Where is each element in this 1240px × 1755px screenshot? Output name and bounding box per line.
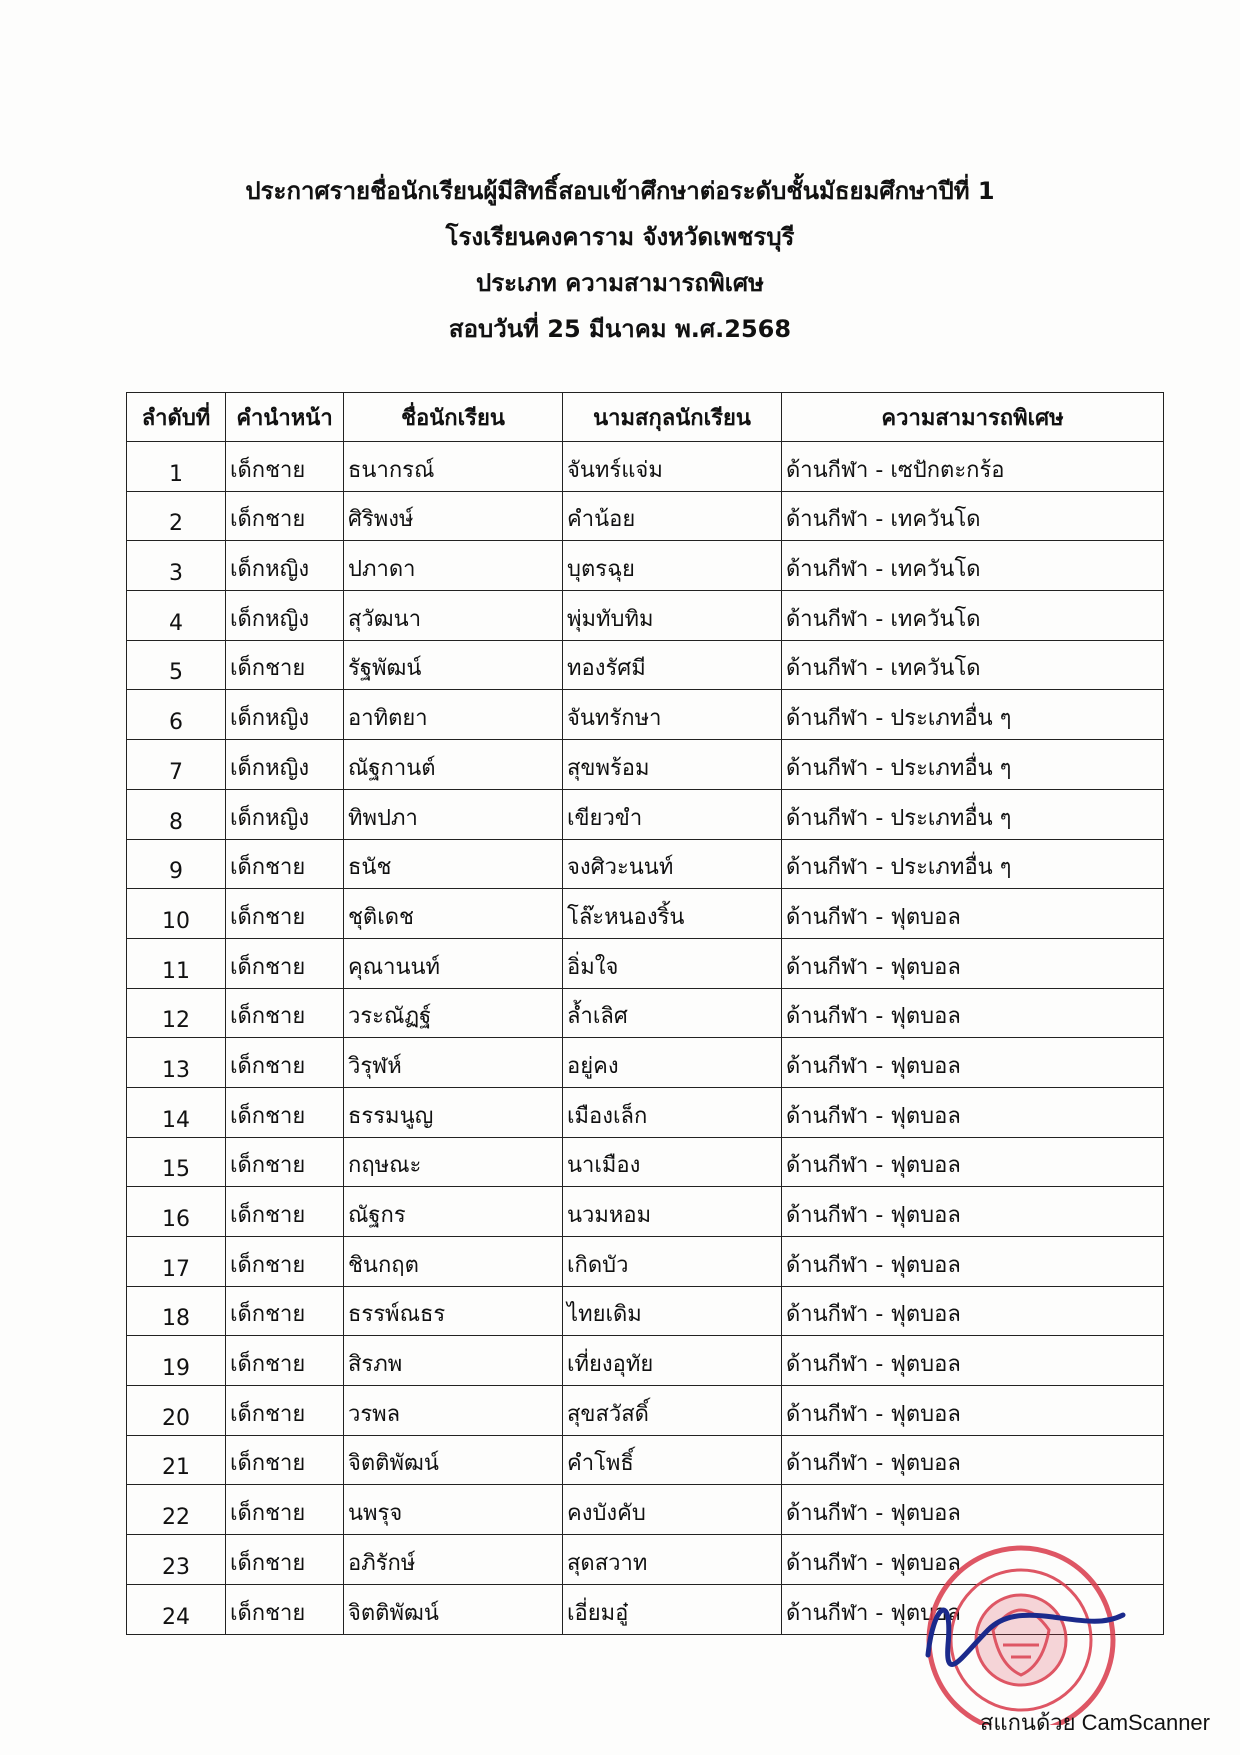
cell-first-name: ธนากรณ์ <box>344 442 563 492</box>
cell-talent: ด้านกีฬา - ฟุตบอล <box>782 1435 1164 1485</box>
cell-prefix: เด็กชาย <box>226 640 344 690</box>
cell-first-name: ธรรมนูญ <box>344 1087 563 1137</box>
cell-last-name: โล๊ะหนองริ้น <box>563 889 782 939</box>
cell-talent: ด้านกีฬา - ประเภทอื่น ๆ <box>782 839 1164 889</box>
cell-talent: ด้านกีฬา - ฟุตบอล <box>782 1286 1164 1336</box>
table-row <box>127 988 1164 1038</box>
table-row <box>127 789 1164 839</box>
table-row <box>127 839 1164 889</box>
cell-last-name: จันทรักษา <box>563 690 782 740</box>
cell-last-name: คงบังคับ <box>563 1485 782 1535</box>
category-line: ประเภท ความสามารถพิเศษ <box>476 269 764 297</box>
table-row <box>127 889 1164 939</box>
cell-first-name: ชินกฤต <box>344 1237 563 1287</box>
school-name: โรงเรียนคงคาราม จังหวัดเพชรบุรี <box>445 223 795 251</box>
cell-prefix: เด็กชาย <box>226 1485 344 1535</box>
cell-last-name: ทองรัศมี <box>563 640 782 690</box>
table-row <box>127 1286 1164 1336</box>
cell-prefix: เด็กชาย <box>226 442 344 492</box>
announcement-title: ประกาศรายชื่อนักเรียนผู้มีสิทธิ์สอบเข้าศึกษาต่อระดับชั้นมัธยมศึกษาปีที่ 1 <box>245 177 995 205</box>
cell-talent: ด้านกีฬา - ฟุตบอล <box>782 1087 1164 1137</box>
cell-last-name: คำโพธิ์ <box>563 1435 782 1485</box>
cell-talent: ด้านกีฬา - เทควันโด <box>782 591 1164 641</box>
cell-no: 17 <box>127 1237 226 1287</box>
cell-last-name: นวมหอม <box>563 1187 782 1237</box>
col-header-talent: ความสามารถพิเศษ <box>782 393 1164 442</box>
cell-talent: ด้านกีฬา - ฟุตบอล <box>782 938 1164 988</box>
cell-first-name: ธรรพ์ณธร <box>344 1286 563 1336</box>
cell-last-name: เกิดบัว <box>563 1237 782 1287</box>
cell-prefix: เด็กชาย <box>226 938 344 988</box>
cell-prefix: เด็กชาย <box>226 988 344 1038</box>
student-table <box>126 392 1164 1635</box>
school-seal-stamp <box>893 1535 1133 1725</box>
table-row <box>127 1038 1164 1088</box>
cell-first-name: ศิริพงษ์ <box>344 491 563 541</box>
cell-talent: ด้านกีฬา - ฟุตบอล <box>782 1187 1164 1237</box>
cell-last-name: จันทร์แจ่ม <box>563 442 782 492</box>
cell-last-name: พุ่มทับทิม <box>563 591 782 641</box>
cell-prefix: เด็กชาย <box>226 1584 344 1634</box>
cell-talent: ด้านกีฬา - เทควันโด <box>782 541 1164 591</box>
cell-no: 12 <box>127 988 226 1038</box>
table-row <box>127 690 1164 740</box>
cell-prefix: เด็กชาย <box>226 1087 344 1137</box>
table-row <box>127 740 1164 790</box>
cell-first-name: ณัฐกร <box>344 1187 563 1237</box>
cell-first-name: สุวัฒนา <box>344 591 563 641</box>
cell-last-name: อยู่คง <box>563 1038 782 1088</box>
cell-no: 11 <box>127 938 226 988</box>
cell-talent: ด้านกีฬา - ฟุตบอล <box>782 889 1164 939</box>
cell-talent: ด้านกีฬา - ประเภทอื่น ๆ <box>782 690 1164 740</box>
cell-last-name: นาเมือง <box>563 1137 782 1187</box>
cell-first-name: วระณัฏฐ์ <box>344 988 563 1038</box>
cell-prefix: เด็กหญิง <box>226 690 344 740</box>
cell-prefix: เด็กหญิง <box>226 740 344 790</box>
cell-no: 8 <box>127 789 226 839</box>
cell-first-name: จิตติพัฒน์ <box>344 1435 563 1485</box>
cell-talent: ด้านกีฬา - ฟุตบอล <box>782 1237 1164 1287</box>
cell-last-name: เมืองเล็ก <box>563 1087 782 1137</box>
cell-no: 1 <box>127 442 226 492</box>
table-row <box>127 1187 1164 1237</box>
table-row <box>127 1137 1164 1187</box>
cell-prefix: เด็กชาย <box>226 839 344 889</box>
cell-talent: ด้านกีฬา - ฟุตบอล <box>782 988 1164 1038</box>
cell-talent: ด้านกีฬา - ฟุตบอล <box>782 1584 1164 1634</box>
cell-first-name: กฤษณะ <box>344 1137 563 1187</box>
cell-prefix: เด็กชาย <box>226 1336 344 1386</box>
cell-no: 20 <box>127 1386 226 1436</box>
cell-no: 22 <box>127 1485 226 1535</box>
cell-last-name: สุดสวาท <box>563 1535 782 1585</box>
table-row <box>127 938 1164 988</box>
cell-first-name: จิตติพัฒน์ <box>344 1584 563 1634</box>
cell-prefix: เด็กชาย <box>226 1286 344 1336</box>
cell-first-name: วิรุฬห์ <box>344 1038 563 1088</box>
seal-icon <box>929 1548 1113 1725</box>
cell-no: 16 <box>127 1187 226 1237</box>
cell-last-name: บุตรฉุย <box>563 541 782 591</box>
cell-first-name: อาทิตยา <box>344 690 563 740</box>
cell-first-name: รัฐพัฒน์ <box>344 640 563 690</box>
cell-no: 3 <box>127 541 226 591</box>
cell-no: 6 <box>127 690 226 740</box>
cell-talent: ด้านกีฬา - ฟุตบอล <box>782 1038 1164 1088</box>
cell-first-name: อภิรักษ์ <box>344 1535 563 1585</box>
cell-last-name: เที่ยงอุทัย <box>563 1336 782 1386</box>
cell-prefix: เด็กชาย <box>226 1435 344 1485</box>
table-header-row <box>127 393 1164 442</box>
cell-first-name: คุณานนท์ <box>344 938 563 988</box>
cell-last-name: สุขสวัสดิ์ <box>563 1386 782 1436</box>
cell-last-name: เขียวขำ <box>563 789 782 839</box>
cell-last-name: อิ่มใจ <box>563 938 782 988</box>
exam-date: สอบวันที่ 25 มีนาคม พ.ศ.2568 <box>448 315 792 343</box>
cell-first-name: นพรุจ <box>344 1485 563 1535</box>
cell-talent: ด้านกีฬา - ประเภทอื่น ๆ <box>782 740 1164 790</box>
cell-prefix: เด็กหญิง <box>226 789 344 839</box>
cell-prefix: เด็กชาย <box>226 1137 344 1187</box>
cell-talent: ด้านกีฬา - ฟุตบอล <box>782 1336 1164 1386</box>
table-row <box>127 640 1164 690</box>
col-header-last-name: นามสกุลนักเรียน <box>563 393 782 442</box>
cell-prefix: เด็กชาย <box>226 889 344 939</box>
cell-last-name: คำน้อย <box>563 491 782 541</box>
cell-last-name: จงศิวะนนท์ <box>563 839 782 889</box>
table-row <box>127 1087 1164 1137</box>
cell-talent: ด้านกีฬา - ฟุตบอล <box>782 1137 1164 1187</box>
cell-talent: ด้านกีฬา - เซปักตะกร้อ <box>782 442 1164 492</box>
col-header-prefix: คำนำหน้า <box>226 393 344 442</box>
cell-last-name: ไทยเดิม <box>563 1286 782 1336</box>
cell-talent: ด้านกีฬา - ประเภทอื่น ๆ <box>782 789 1164 839</box>
cell-talent: ด้านกีฬา - ฟุตบอล <box>782 1535 1164 1585</box>
table-row <box>127 591 1164 641</box>
cell-no: 18 <box>127 1286 226 1336</box>
cell-last-name: เอี่ยมอู๋ <box>563 1584 782 1634</box>
cell-no: 13 <box>127 1038 226 1088</box>
col-header-first-name: ชื่อนักเรียน <box>344 393 563 442</box>
cell-first-name: ณัฐกานต์ <box>344 740 563 790</box>
cell-first-name: ทิพปภา <box>344 789 563 839</box>
cell-no: 23 <box>127 1535 226 1585</box>
cell-talent: ด้านกีฬา - เทควันโด <box>782 640 1164 690</box>
cell-prefix: เด็กหญิง <box>226 591 344 641</box>
table-row <box>127 1485 1164 1535</box>
cell-prefix: เด็กชาย <box>226 1386 344 1436</box>
table-row <box>127 491 1164 541</box>
cell-no: 7 <box>127 740 226 790</box>
document-header <box>0 168 1240 352</box>
cell-prefix: เด็กหญิง <box>226 541 344 591</box>
cell-last-name: ล้ำเลิศ <box>563 988 782 1038</box>
cell-prefix: เด็กชาย <box>226 1187 344 1237</box>
cell-first-name: ธนัช <box>344 839 563 889</box>
cell-no: 21 <box>127 1435 226 1485</box>
cell-no: 24 <box>127 1584 226 1634</box>
cell-no: 5 <box>127 640 226 690</box>
table-row <box>127 1435 1164 1485</box>
camscanner-watermark: สแกนด้วย CamScanner <box>979 1710 1210 1735</box>
cell-first-name: ชุติเดช <box>344 889 563 939</box>
cell-no: 2 <box>127 491 226 541</box>
cell-talent: ด้านกีฬา - เทควันโด <box>782 491 1164 541</box>
cell-prefix: เด็กชาย <box>226 1038 344 1088</box>
cell-no: 14 <box>127 1087 226 1137</box>
cell-prefix: เด็กชาย <box>226 1237 344 1287</box>
cell-no: 10 <box>127 889 226 939</box>
table-row <box>127 1237 1164 1287</box>
cell-first-name: วรพล <box>344 1386 563 1436</box>
cell-talent: ด้านกีฬา - ฟุตบอล <box>782 1485 1164 1535</box>
table-row <box>127 1336 1164 1386</box>
cell-no: 4 <box>127 591 226 641</box>
cell-first-name: ปภาดา <box>344 541 563 591</box>
table-row <box>127 1386 1164 1436</box>
cell-no: 15 <box>127 1137 226 1187</box>
cell-last-name: สุขพร้อม <box>563 740 782 790</box>
table-row <box>127 541 1164 591</box>
cell-prefix: เด็กชาย <box>226 1535 344 1585</box>
table-row <box>127 442 1164 492</box>
col-header-no: ลำดับที่ <box>127 393 226 442</box>
cell-talent: ด้านกีฬา - ฟุตบอล <box>782 1386 1164 1436</box>
cell-first-name: สิรภพ <box>344 1336 563 1386</box>
cell-prefix: เด็กชาย <box>226 491 344 541</box>
cell-no: 19 <box>127 1336 226 1386</box>
cell-no: 9 <box>127 839 226 889</box>
